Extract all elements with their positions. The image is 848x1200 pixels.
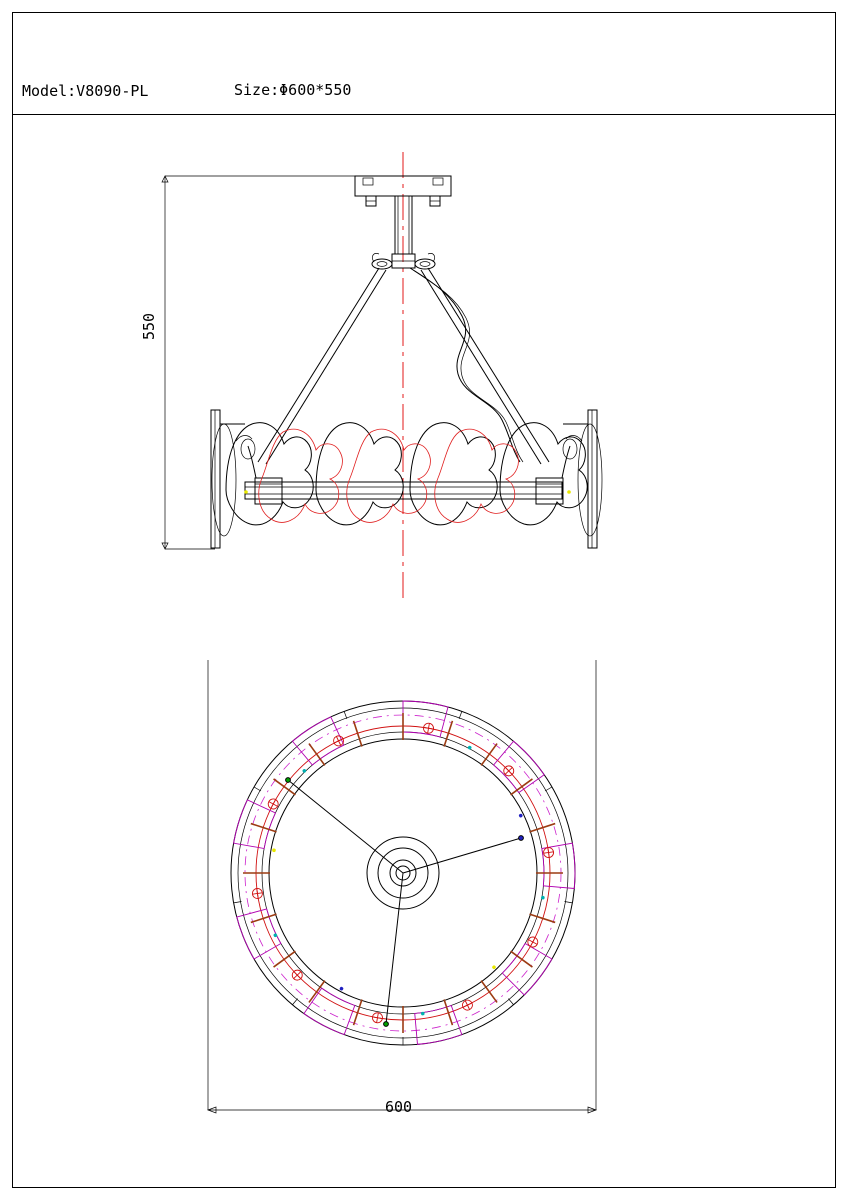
drop-rod — [392, 196, 415, 268]
bottom-plan-view — [208, 660, 596, 1113]
glass-shades-inner-profile — [259, 429, 519, 522]
plan-outer-ticks — [234, 711, 573, 1045]
front-elevation-view — [162, 152, 602, 600]
width-dimension-label: 600 — [385, 1098, 413, 1116]
power-cord-edge — [413, 270, 523, 462]
height-dimension-label: 550 — [140, 312, 158, 340]
power-cord — [410, 268, 520, 462]
glass-shades-outline — [226, 423, 587, 525]
support-arms — [258, 268, 549, 464]
end-brackets — [211, 410, 597, 548]
model-label: Model:V8090-PL — [22, 82, 149, 100]
size-label: Size:Φ600*550 — [234, 81, 352, 99]
